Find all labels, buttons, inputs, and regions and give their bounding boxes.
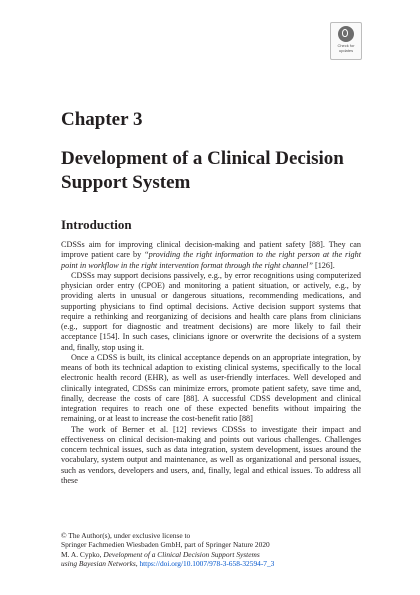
check-for-updates-icon bbox=[338, 26, 354, 42]
book-subtitle: using Bayesian Networks bbox=[61, 559, 136, 569]
chapter-number: Chapter 3 bbox=[61, 109, 143, 130]
badge-label: Check for updates bbox=[337, 43, 355, 53]
footer-line: using Bayesian Networks, https://doi.org/10.1007/978-3-658-32594-7_3 bbox=[61, 559, 275, 569]
section-heading: Introduction bbox=[61, 217, 132, 232]
copyright-footer bbox=[61, 531, 361, 569]
footer-line: M. A. Cypko, Development of a Clinical Decision Support Systems bbox=[61, 549, 260, 559]
book-title: Development of a Clinical Decision Support Systems bbox=[103, 549, 260, 559]
footer-line: © The Author(s), under exclusive license to bbox=[61, 531, 191, 540]
chapter-title: Development of a Clinical Decision Support System bbox=[61, 148, 344, 193]
paragraph: CDSSs may support decisions passively, e.g., by error recognitions using computerized physician order entry (CPOE) and monitoring a patient situation, or actively, e.g., by providing alerts in unusual or dangerous situations, recommending medications, and supporting physicians to find optimal decisions. Active decision support systems that require a rethinking and reorganizing of decisions and health care plans from clinicians (e.g., support for diagnostic and treatment decisions) are more likely to fail their acceptance [154]. In such cases, clinicians ignore or overwrite the decisions of a system and, finally, stop using it. bbox=[61, 270, 361, 352]
paragraph: CDSSs aim for improving clinical decision-making and patient safety [88]. They can improve patient care by “providing the right information to the right person at the right point in workflow in the right intervention format through the right channel” [126]. bbox=[61, 240, 361, 270]
paragraph: The work of Berner et al. [12] reviews CDSSs to investigate their impact and effectiveness on clinical decision-making and points out various challenges. Challenges concern technical issues, such as data integration, system development, issues around the vocabulary, system output and maintenance, as well as organizational and personal issues, such as vendors, developers and users, and, finally, legal and ethical issues. To address all these bbox=[61, 424, 361, 485]
check-for-updates-badge[interactable] bbox=[330, 22, 362, 60]
doi-link[interactable]: https://doi.org/10.1007/978-3-658-32594-7_3 bbox=[139, 559, 275, 569]
body-text bbox=[61, 240, 361, 486]
quote: “providing the right information to the right person at the right point in workflow in the right intervention format through the right channel” bbox=[61, 250, 361, 270]
paragraph: Once a CDSS is built, its clinical acceptance depends on an appropriate integration, by means of both its technical adaption to existing clinical systems, specifically to the local electronic health record (EHR), as well as user-friendly interfaces. Well developed and clinically integrated, CDSSs can minimize errors, promote patient safety, save time and, finally, decrease the costs of care [88]. A successful CDSS development and clinical integration requires to reach one of these expected benefits without impairing the remaining, or at least to increase the cost-benefit ratio [88] bbox=[61, 352, 361, 424]
footer-line: Springer Fachmedien Wiesbaden GmbH, part of Springer Nature 2020 bbox=[61, 540, 270, 550]
